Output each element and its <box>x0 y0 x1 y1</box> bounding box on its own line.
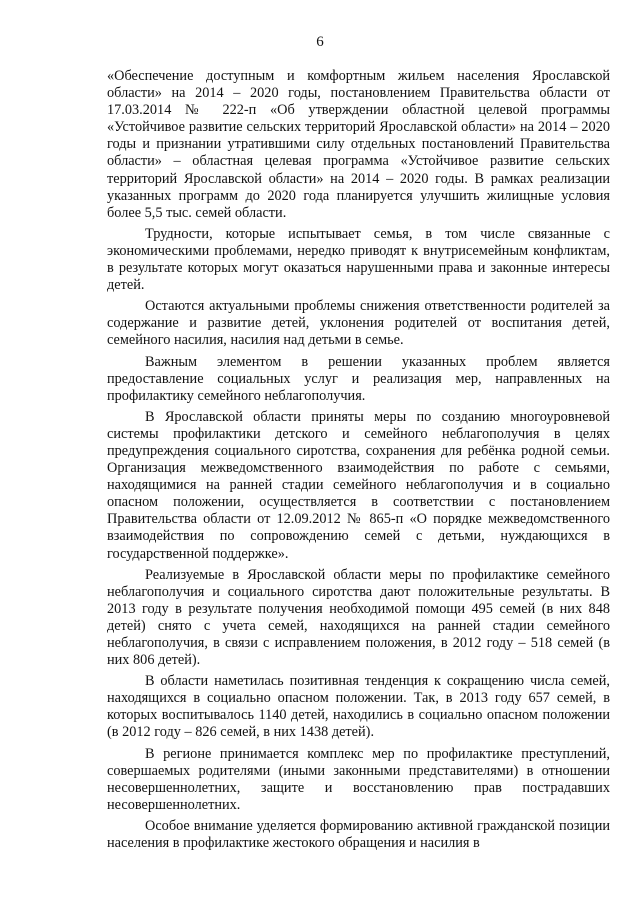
paragraph-social-services: Важным элементом в решении указанных проблем является предоставление социальных услуг и реализация мер, направленных на профилактику семейного неблагополучия. <box>107 353 610 404</box>
paragraph-crime-prevention: В регионе принимается комплекс мер по профилактике преступлений, совершаемых родителями (иными законными представителями) в отношении несовершеннолетних, защите и восстановлению прав пострадавших несовершеннолетних. <box>107 745 610 813</box>
page-number: 6 <box>316 34 324 50</box>
paragraph-housing-programs: «Обеспечение доступным и комфортным жильем населения Ярославской области» на 2014 – 2020 годы, постановлением Правительства области от 17.03.2014 № 222-п «Об утверждении областной целевой программы «Устойчивое развитие сельских территорий Ярославской области» на 2014 – 2020 годы и признании утратившими силу отдельных постановлений Правительства области» – областная целевая программа «Устойчивое развитие сельских территорий Ярославской области» на 2014 – 2020 годы. В рамках реализации указанных программ до 2020 года планируется улучшить жилищные условия более 5,5 тыс. семей области. <box>107 68 610 221</box>
document-body <box>107 68 610 856</box>
paragraph-civic-position: Особое внимание уделяется формированию активной гражданской позиции населения в профилактике жестокого обращения и насилия в <box>107 817 610 852</box>
paragraph-prevention-results: Реализуемые в Ярославской области меры по профилактике семейного неблагополучия и социального сиротства дают положительные результаты. В 2013 году в результате получения необходимой помощи 495 семей (в них 848 детей) снято с учета семей, находящихся на ранней стадии семейного неблагополучия, в связи с исправлением положения, в 2012 году – 518 семей (в них 806 детей). <box>107 566 610 669</box>
paragraph-prevention-system: В Ярославской области приняты меры по созданию многоуровневой системы профилактики детского и семейного неблагополучия в целях предупреждения социального сиротства, сохранения для ребёнка родной семьи. Организация межведомственного взаимодействия по работе с семьями, находящимися на ранней стадии семейного неблагополучия и в социально опасном положении, осуществляется в соответствии с постановлением Правительства области от 12.09.2012 № 865-п «О порядке межведомственного взаимодействия по сопровождению семей с детьми, нуждающихся в государственной поддержке». <box>107 408 610 562</box>
paragraph-family-difficulties: Трудности, которые испытывает семья, в том числе связанные с экономическими проблемами, нередко приводят к внутрисемейным конфликтам, в результате которых могут оказаться нарушенными права и законные интересы детей. <box>107 225 610 294</box>
paragraph-parental-responsibility: Остаются актуальными проблемы снижения ответственности родителей за содержание и развитие детей, уклонения родителей от воспитания детей, семейного насилия, насилия над детьми в семье. <box>107 298 610 349</box>
paragraph-positive-trend: В области наметилась позитивная тенденция к сокращению числа семей, находящихся в социально опасном положении. Так, в 2013 году 657 семей, в которых воспитывалось 1140 детей, находились в социально опасном положении (в 2012 году – 826 семей, в них 1438 детей). <box>107 673 610 741</box>
